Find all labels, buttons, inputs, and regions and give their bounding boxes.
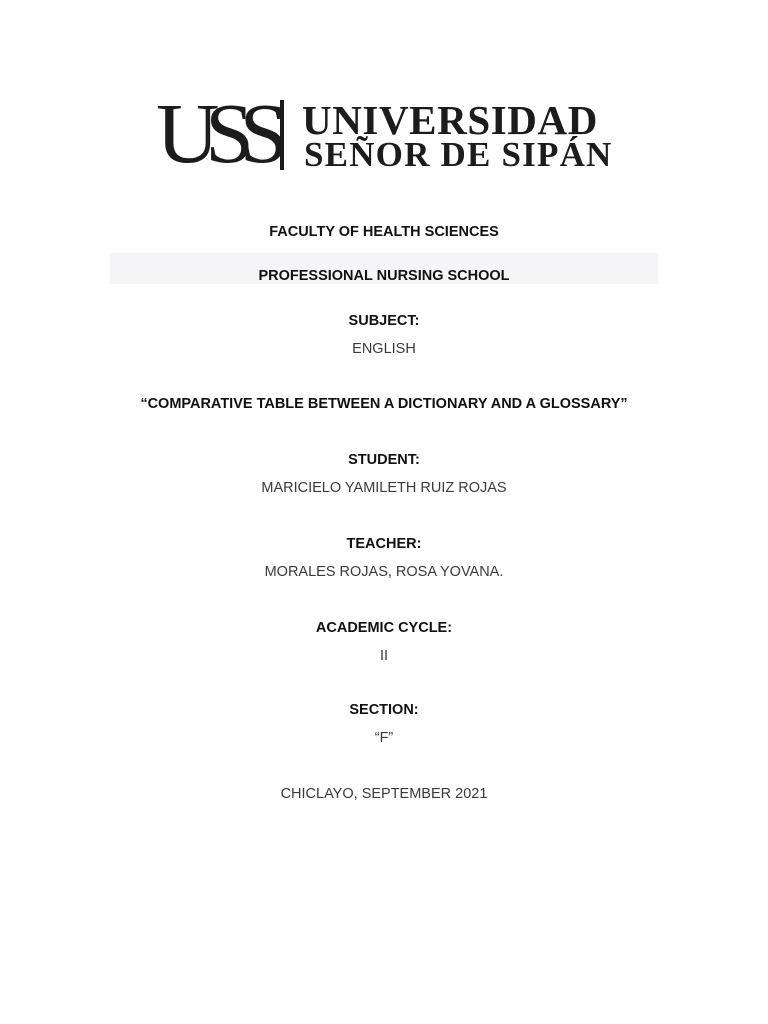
cycle-value: II	[379, 648, 389, 664]
teacher-value: MORALES ROJAS, ROSA YOVANA.	[264, 564, 504, 580]
logo-university-name-line2: SEÑOR DE SIPÁN	[304, 135, 613, 174]
university-logo	[156, 85, 613, 181]
teacher-label: TEACHER:	[346, 536, 422, 552]
document-title: “COMPARATIVE TABLE BETWEEN A DICTIONARY AND A GLOSSARY”	[140, 396, 628, 412]
place-date: CHICLAYO, SEPTEMBER 2021	[280, 786, 488, 802]
faculty-heading: FACULTY OF HEALTH SCIENCES	[269, 224, 499, 240]
logo-university-name-line1: UNIVERSIDAD	[302, 97, 598, 143]
section-label: SECTION:	[349, 702, 419, 718]
logo-mark-text: USS	[156, 85, 275, 181]
subject-value: ENGLISH	[352, 341, 416, 357]
subject-label: SUBJECT:	[348, 313, 420, 329]
student-value: MARICIELO YAMILETH RUIZ ROJAS	[261, 480, 507, 496]
uss-logo-mark	[156, 85, 275, 181]
section-value: “F”	[374, 730, 394, 746]
student-label: STUDENT:	[348, 452, 420, 468]
logo-divider	[280, 100, 284, 170]
cycle-label: ACADEMIC CYCLE:	[315, 620, 453, 636]
school-heading: PROFESSIONAL NURSING SCHOOL	[258, 268, 510, 284]
